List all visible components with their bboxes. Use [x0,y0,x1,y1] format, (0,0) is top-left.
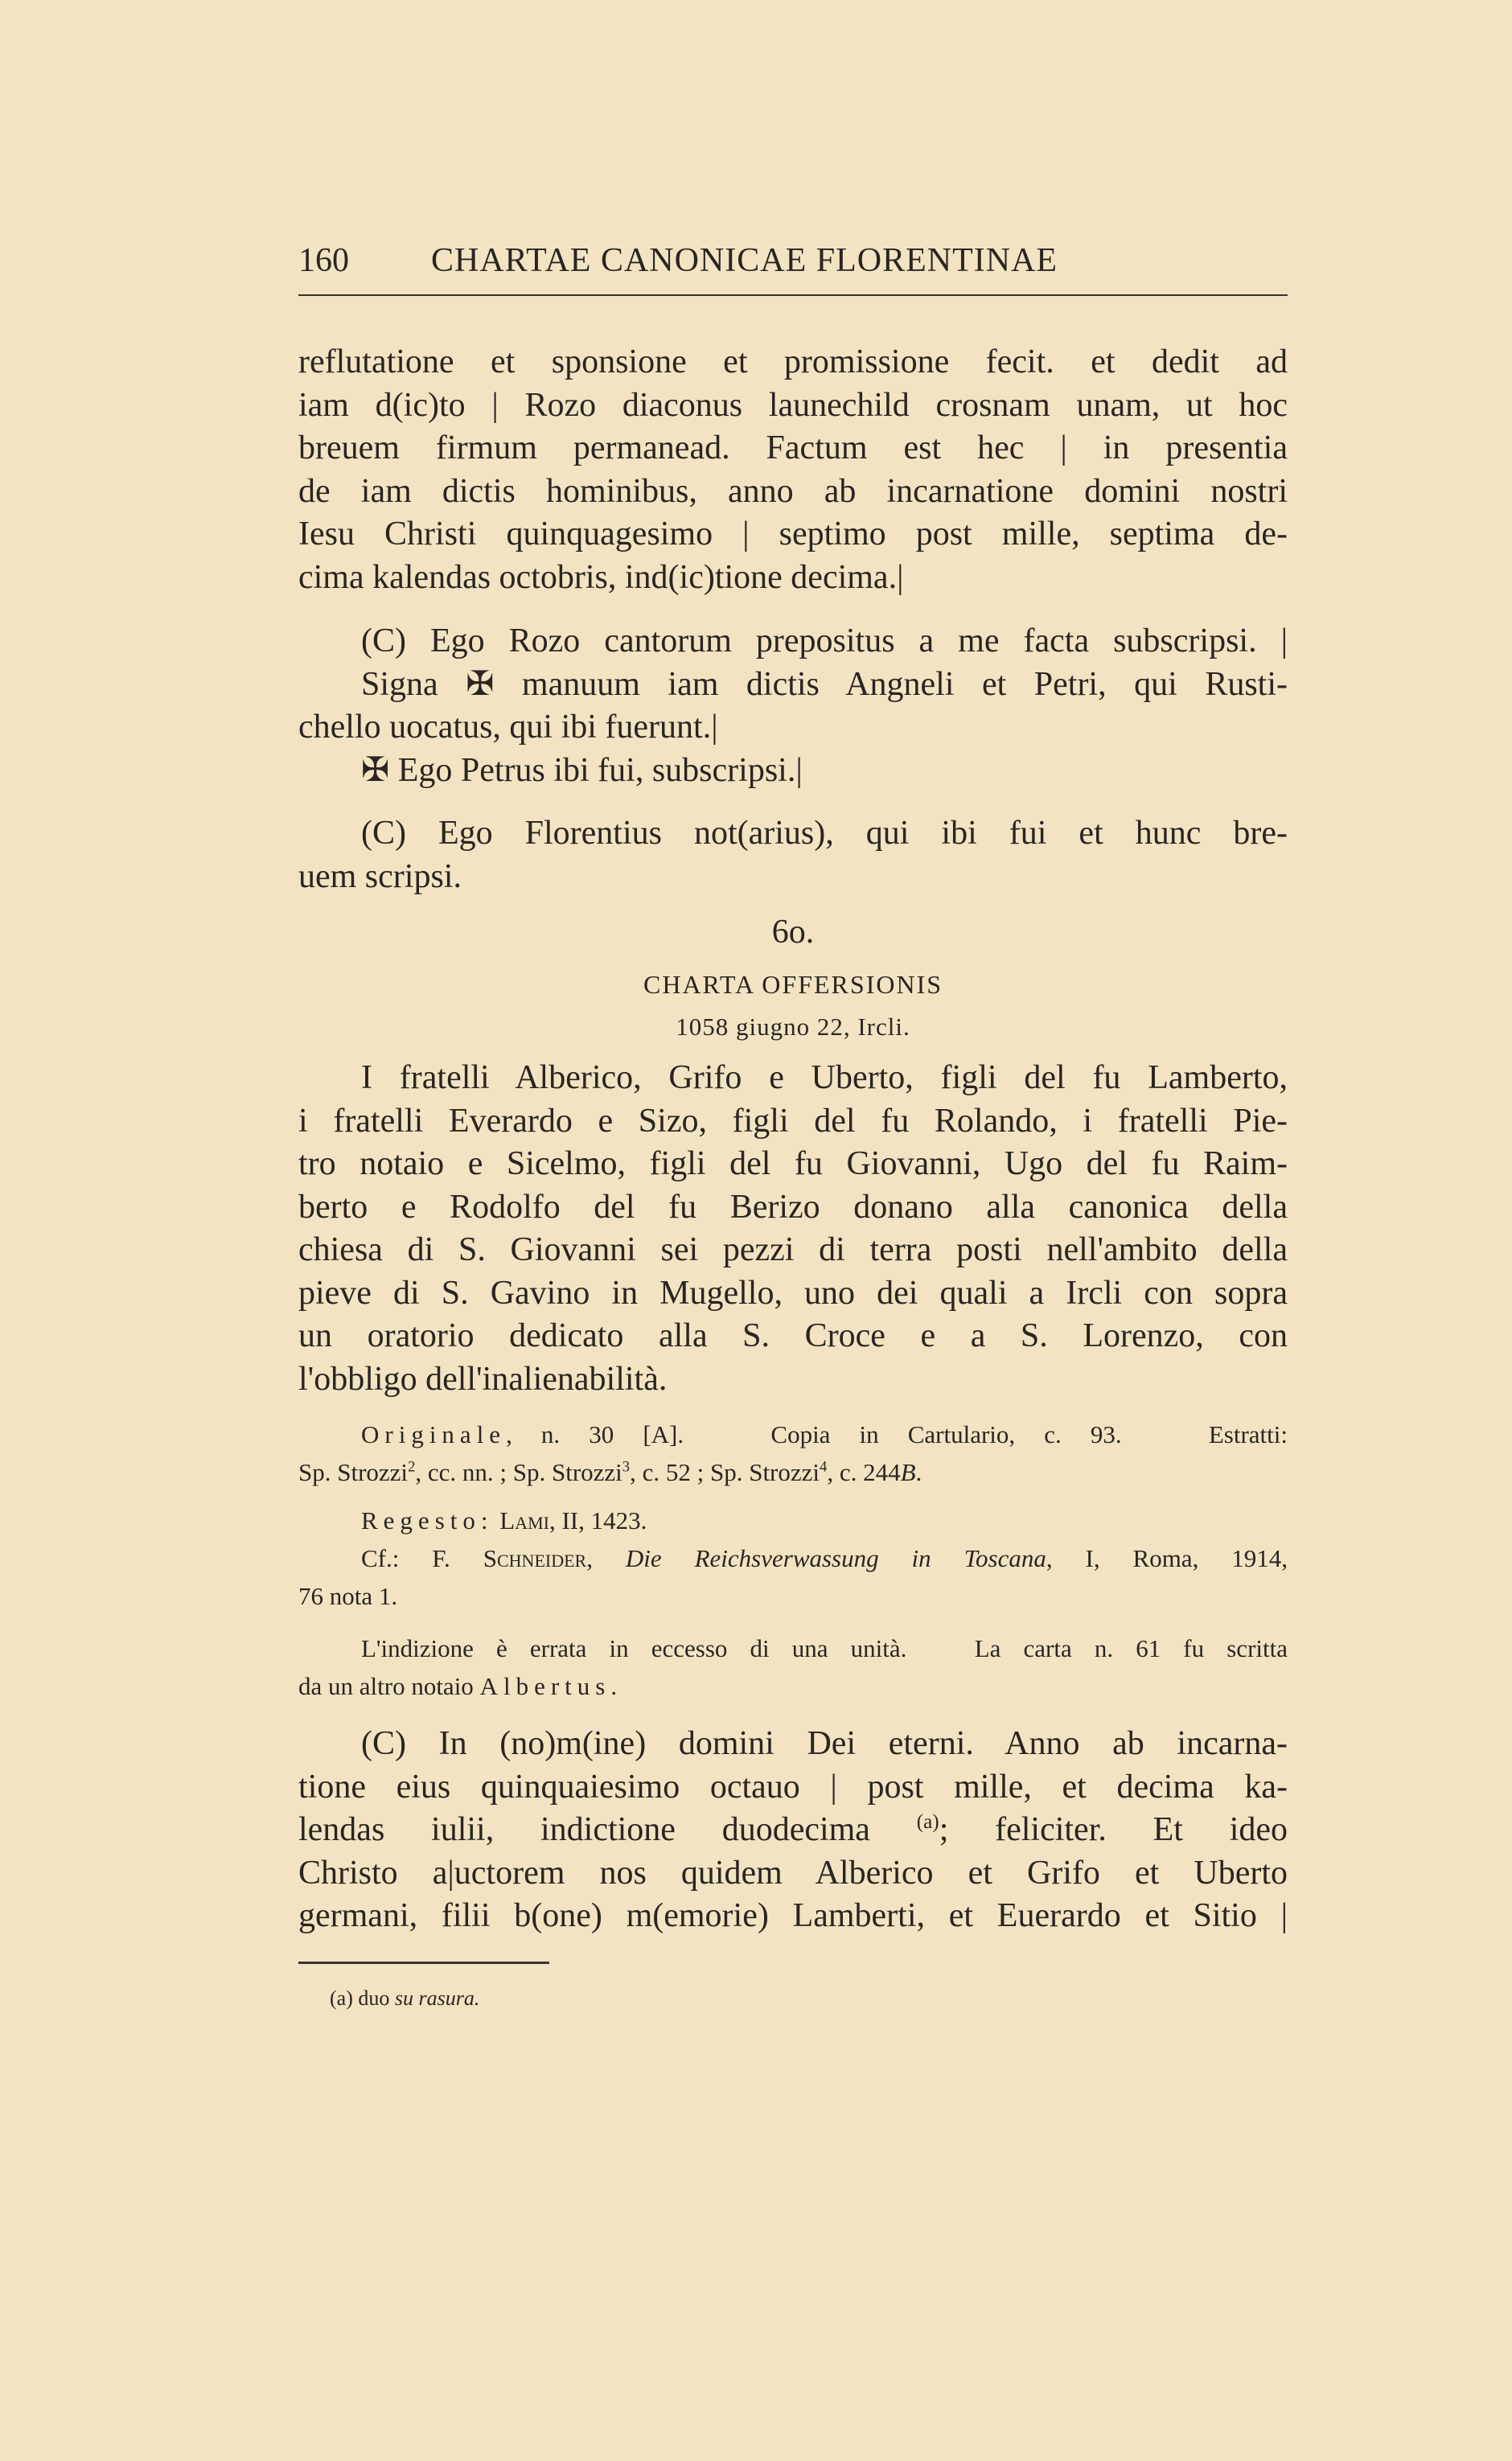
text-line: germani, filii b(one) m(emorie) Lamberti, et Euerardo et Sitio | [298,1897,1288,1934]
text-line: tione eius quinquaiesimo octauo | post mille, et decima ka- [298,1768,1288,1806]
apparatus-notes [298,1415,1288,1705]
text: , cc. nn. ; Sp. Strozzi [415,1458,622,1486]
paragraph-4 [298,1723,1288,1938]
text-line: ✠ Ego Petrus ibi fui, subscripsi.| [361,751,803,789]
paragraph-2 [298,620,1288,792]
text: Sp. Strozzi [298,1458,409,1486]
text: lendas iulii, indictione duodecima [298,1811,917,1848]
paragraph-3 [298,812,1288,898]
text: , c. 244 [827,1458,901,1486]
footnote-rule [298,1962,549,1964]
summary [298,1057,1288,1401]
text-line: berto e Rodolfo del fu Berizo donano alla canonica della [298,1188,1288,1226]
text-line: chello uocatus, qui ibi fuerunt.| [298,709,718,746]
text-line: de iam dictis hominibus, anno ab incarnatione domini nostri [298,472,1288,510]
regesto-line [298,1502,1288,1539]
text: su rasura. [394,1986,480,2010]
text-line: un oratorio dedicato alla S. Croce e a S. Lorenzo, con [298,1317,1288,1354]
text: ; feliciter. Et ideo [939,1811,1288,1848]
originale-text: , n. 30 [A]. Copia in Cartulario, c. 93. Estratti: [506,1420,1288,1448]
text-line: Signa ✠ manuum iam dictis Angneli et Petri, qui Rusti- [361,665,1288,703]
superscript: 2 [408,1458,416,1476]
text-line: l'obbligo dell'inalienabilità. [298,1360,668,1398]
superscript: 4 [820,1458,828,1476]
document-title: CHARTA OFFERSIONIS [643,970,943,999]
text-line: chiesa di S. Giovanni sei pezzi di terra posti nell'ambito della [298,1231,1288,1268]
document-number: 6o. [771,914,815,951]
text: duo [352,1986,395,2010]
text: B [900,1458,916,1486]
remark-line-2 [298,1667,1288,1705]
text-line: pieve di S. Gavino in Mugello, uno dei quali a Ircli con sopra [298,1274,1288,1312]
regesto-author: Lami [499,1506,549,1535]
text: . [610,1672,618,1700]
originale-line [298,1415,1288,1453]
text: Cf.: F. [361,1544,483,1572]
remark-line: L'indizione è errata in eccesso di una unità. La carta n. 61 fu scritta [361,1634,1288,1662]
text-line: breuem firmum permanead. Factum est hec | in presentia [298,429,1288,466]
cf-author: Schneider [483,1544,587,1572]
regesto-label: Regesto: [361,1506,494,1535]
text-line: uem scripsi. [298,857,462,895]
cf-line: Cf.: F. Schneider, Die Reichsverwassung in Toscana, I, Roma, 1914, [361,1544,1288,1572]
text-line: iam d(ic)to | Rozo diaconus launechild crosnam unam, ut hoc [298,386,1288,424]
text-line: I fratelli Alberico, Grifo e Uberto, figli del fu Lamberto, [361,1059,1288,1096]
text: , I, Roma, 1914, [1046,1544,1288,1572]
text-line: i fratelli Everardo e Sizo, figli del fu Rolando, i fratelli Pie- [298,1102,1288,1140]
text-line: cima kalendas octobris, ind(ic)tione decima.| [298,558,904,596]
text-line: reflutatione et sponsione et promissione fecit. et dedit ad [298,343,1288,380]
text-line: Iesu Christi quinquagesimo | septimo post mille, septima de- [298,516,1288,553]
header-rule [298,294,1288,296]
footnote [330,1986,479,2011]
strozzi-line [298,1453,1288,1491]
regesto-text: , II, 1423. [549,1506,647,1535]
paragraph-1 [298,341,1288,599]
text-line: (C) Ego Rozo cantorum prepositus a me facta subscripsi. | [361,622,1288,659]
document-date: 1058 giugno 22, Ircli. [676,1013,910,1041]
text: , c. 52 ; Sp. Strozzi [630,1458,820,1486]
text-line: tro notaio e Sicelmo, figli del fu Giovanni, Ugo del fu Raim- [298,1145,1288,1182]
originale-label: Originale [361,1420,507,1448]
footnote-mark: (a) [916,1811,939,1833]
notary-name: Albertus [479,1672,611,1700]
text: da un altro notaio [298,1672,480,1700]
text-line [298,1809,1288,1852]
running-title: CHARTAE CANONICAE FLORENTINAE [431,242,1058,279]
text-line: (C) Ego Florentius not(arius), qui ibi fui et hunc bre- [361,815,1288,852]
text-line: (C) In (no)m(ine) domini Dei eterni. Anno ab incarna- [361,1725,1288,1762]
cf-title: Die Reichsverwassung in Toscana [625,1544,1046,1572]
text-line: Christo a|uctorem nos quidem Alberico et Grifo et Uberto [298,1854,1288,1892]
page-number: 160 [298,242,349,279]
cf-line-2: 76 nota 1. [298,1582,398,1610]
text: . [915,1458,922,1486]
superscript: 3 [622,1458,631,1476]
footnote-label: (a) [330,1986,353,2010]
